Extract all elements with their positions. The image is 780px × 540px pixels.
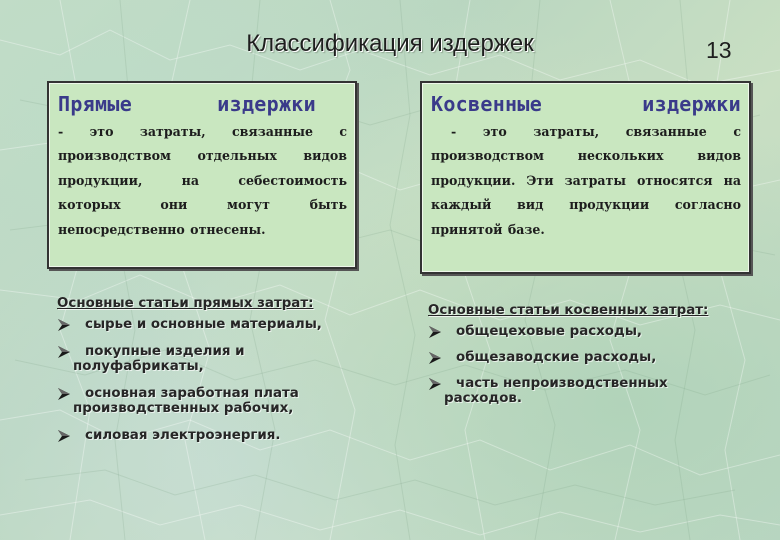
list-item-text: сырье и основные материалы, [85,317,322,332]
page-number: 13 [706,37,732,63]
arrow-bullet-icon [57,387,71,401]
indirect-costs-box [420,81,751,274]
arrow-bullet-icon [428,377,442,391]
arrow-bullet-icon [57,318,71,332]
arrow-bullet-icon [57,429,71,443]
list-item [428,324,773,339]
list-item-text: часть непроизводственных [456,376,668,391]
indirect-items-list [428,324,773,406]
indirect-items-title: Основные статьи косвенных затрат: [428,303,709,318]
direct-items-section [57,296,377,455]
direct-costs-box [47,81,357,269]
list-item [428,350,773,365]
list-item [57,344,377,374]
list-item [57,386,377,416]
arrow-bullet-icon [57,345,71,359]
direct-items-list [57,317,377,443]
list-item-text: силовая электроэнергия. [85,428,281,443]
indirect-heading-word2: издержки [642,92,741,116]
indirect-costs-heading [431,92,741,116]
direct-costs-heading [58,92,316,116]
list-item-text-continued: производственных рабочих, [73,401,294,416]
direct-items-title: Основные статьи прямых затрат: [57,296,314,311]
arrow-bullet-icon [428,325,442,339]
slide-title: Классификация издержек [246,30,534,57]
direct-heading-word2: издержки [217,92,316,116]
list-item [428,376,773,406]
list-item-text: покупные изделия и [85,344,245,359]
list-item [57,317,377,332]
arrow-bullet-icon [428,351,442,365]
list-item-text-continued: расходов. [444,391,522,406]
list-item [57,428,377,443]
direct-heading-word1: Прямые [58,92,133,116]
list-item-text: основная заработная плата [85,386,299,401]
list-item-text-continued: полуфабрикаты, [73,359,204,374]
indirect-costs-definition: - это затраты, связанные с производством нескольких видов продукции. Эти затраты относятся на каждый вид продукции согласно принятой базе. [431,124,741,237]
indirect-items-section [428,303,773,417]
list-item-text: общецеховые расходы, [456,324,643,339]
list-item-text: общезаводские расходы, [456,350,657,365]
indirect-heading-word1: Косвенные [431,92,543,116]
direct-costs-definition: - это затраты, связанные с производством отдельных видов продукции, на себестоимость которых они могут быть непосредственно отнесены. [58,124,347,237]
